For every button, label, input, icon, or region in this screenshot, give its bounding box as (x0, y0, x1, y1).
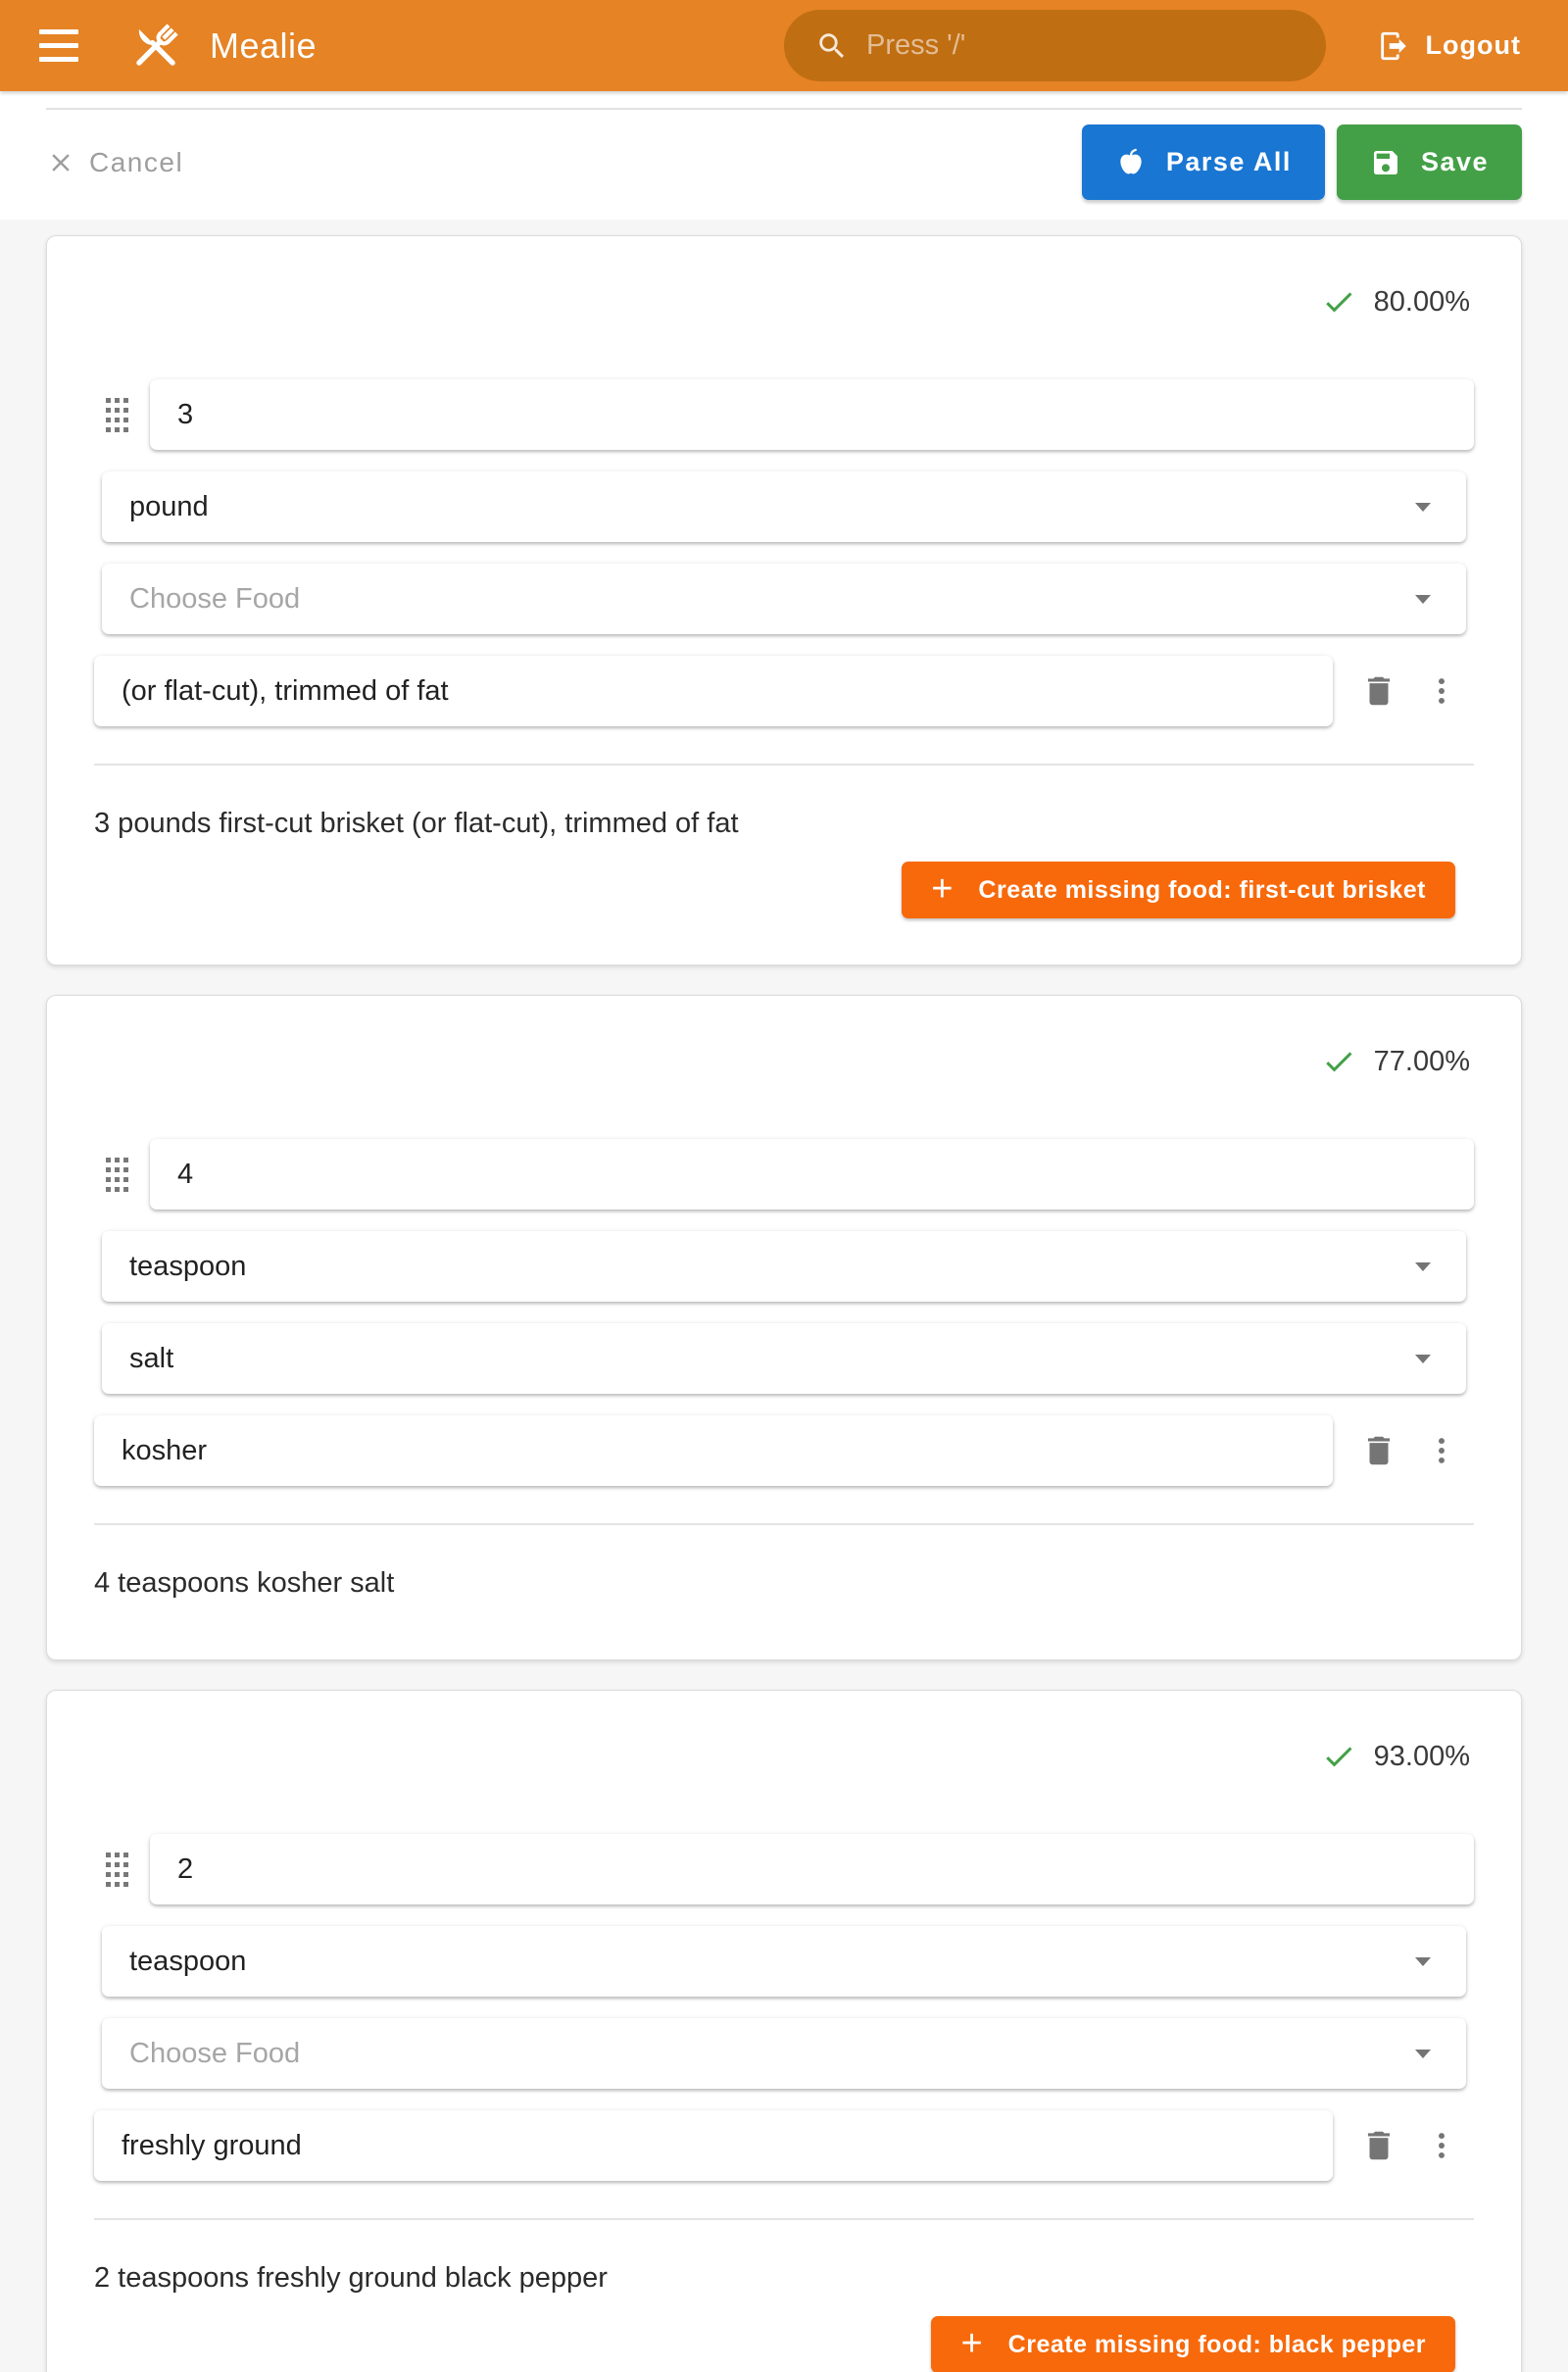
unit-select[interactable] (102, 1926, 1466, 1997)
app-title: Mealie (210, 25, 318, 66)
save-label: Save (1420, 147, 1489, 176)
cancel-label: Cancel (89, 146, 184, 177)
unit-value: teaspoon (129, 1945, 247, 1977)
more-options-button[interactable] (1425, 2129, 1458, 2162)
trash-icon (1360, 1432, 1397, 1469)
mealie-logo-icon[interactable] (127, 18, 184, 74)
kebab-menu-icon (1425, 674, 1458, 708)
confidence-row (47, 1045, 1470, 1078)
cancel-button[interactable] (46, 147, 183, 178)
confidence-row (47, 285, 1470, 319)
create-missing-food-label: Create missing food: black pepper (1007, 2330, 1426, 2358)
drag-handle-icon[interactable] (106, 1158, 128, 1192)
create-missing-food-button[interactable] (931, 2316, 1455, 2372)
ingredient-card (46, 995, 1522, 1660)
chevron-down-icon (1415, 503, 1431, 512)
food-select[interactable] (102, 2018, 1466, 2089)
save-button[interactable] (1337, 124, 1522, 200)
action-bar (0, 91, 1568, 220)
hamburger-menu-icon[interactable] (29, 17, 88, 75)
chevron-down-icon (1415, 1957, 1431, 1966)
check-icon (1321, 1044, 1356, 1079)
search-placeholder: Press '/' (866, 29, 966, 61)
create-missing-food-label: Create missing food: first-cut brisket (978, 875, 1426, 904)
divider (94, 764, 1474, 766)
parse-all-label: Parse All (1165, 147, 1292, 176)
search-input[interactable] (784, 10, 1326, 81)
more-options-button[interactable] (1425, 1434, 1458, 1467)
ingredient-card (46, 235, 1522, 965)
divider (94, 1523, 1474, 1525)
parse-all-button[interactable] (1082, 124, 1325, 200)
delete-button[interactable] (1360, 672, 1397, 710)
confidence-value: 93.00% (1373, 1740, 1470, 1772)
apple-icon (1115, 147, 1147, 178)
confidence-value: 80.00% (1373, 285, 1470, 318)
note-input[interactable] (94, 656, 1333, 726)
search-icon (815, 29, 849, 63)
quantity-input[interactable] (150, 1834, 1474, 1904)
check-icon (1321, 1739, 1356, 1774)
food-placeholder: Choose Food (129, 2037, 301, 2069)
create-missing-food-button[interactable] (902, 862, 1455, 918)
quantity-input[interactable] (150, 1139, 1474, 1210)
unit-value: teaspoon (129, 1250, 247, 1282)
food-select[interactable] (102, 1323, 1466, 1394)
drag-handle-icon[interactable] (106, 1853, 128, 1887)
logout-button[interactable] (1377, 0, 1521, 91)
logout-icon (1377, 29, 1410, 63)
food-value: salt (129, 1342, 174, 1374)
delete-button[interactable] (1360, 1432, 1397, 1469)
kebab-menu-icon (1425, 1434, 1458, 1467)
quantity-input[interactable] (150, 379, 1474, 450)
original-ingredient-text: 4 teaspoons kosher salt (94, 1567, 395, 1599)
unit-select[interactable] (102, 1231, 1466, 1302)
unit-select[interactable] (102, 471, 1466, 542)
close-icon (46, 148, 75, 177)
divider (94, 2218, 1474, 2220)
original-ingredient-text: 3 pounds first-cut brisket (or flat-cut), trimmed of fat (94, 808, 739, 839)
unit-value: pound (129, 490, 209, 522)
plus-icon: + (931, 867, 954, 910)
chevron-down-icon (1415, 595, 1431, 604)
confidence-value: 77.00% (1373, 1045, 1470, 1077)
save-icon (1370, 147, 1401, 178)
drag-handle-icon[interactable] (106, 398, 128, 432)
note-input[interactable] (94, 2110, 1333, 2181)
delete-button[interactable] (1360, 2127, 1397, 2164)
ingredient-parser-list (0, 220, 1568, 2372)
trash-icon (1360, 2127, 1397, 2164)
ingredient-card (46, 1690, 1522, 2372)
note-input[interactable] (94, 1415, 1333, 1486)
kebab-menu-icon (1425, 2129, 1458, 2162)
chevron-down-icon (1415, 1355, 1431, 1363)
plus-icon: + (960, 2322, 983, 2364)
check-icon (1321, 284, 1356, 320)
chevron-down-icon (1415, 2050, 1431, 2058)
logout-label: Logout (1425, 30, 1521, 60)
food-select[interactable] (102, 564, 1466, 634)
chevron-down-icon (1415, 1262, 1431, 1271)
original-ingredient-text: 2 teaspoons freshly ground black pepper (94, 2262, 608, 2294)
confidence-row (47, 1740, 1470, 1773)
app-bar (0, 0, 1568, 91)
more-options-button[interactable] (1425, 674, 1458, 708)
trash-icon (1360, 672, 1397, 710)
food-placeholder: Choose Food (129, 582, 301, 615)
